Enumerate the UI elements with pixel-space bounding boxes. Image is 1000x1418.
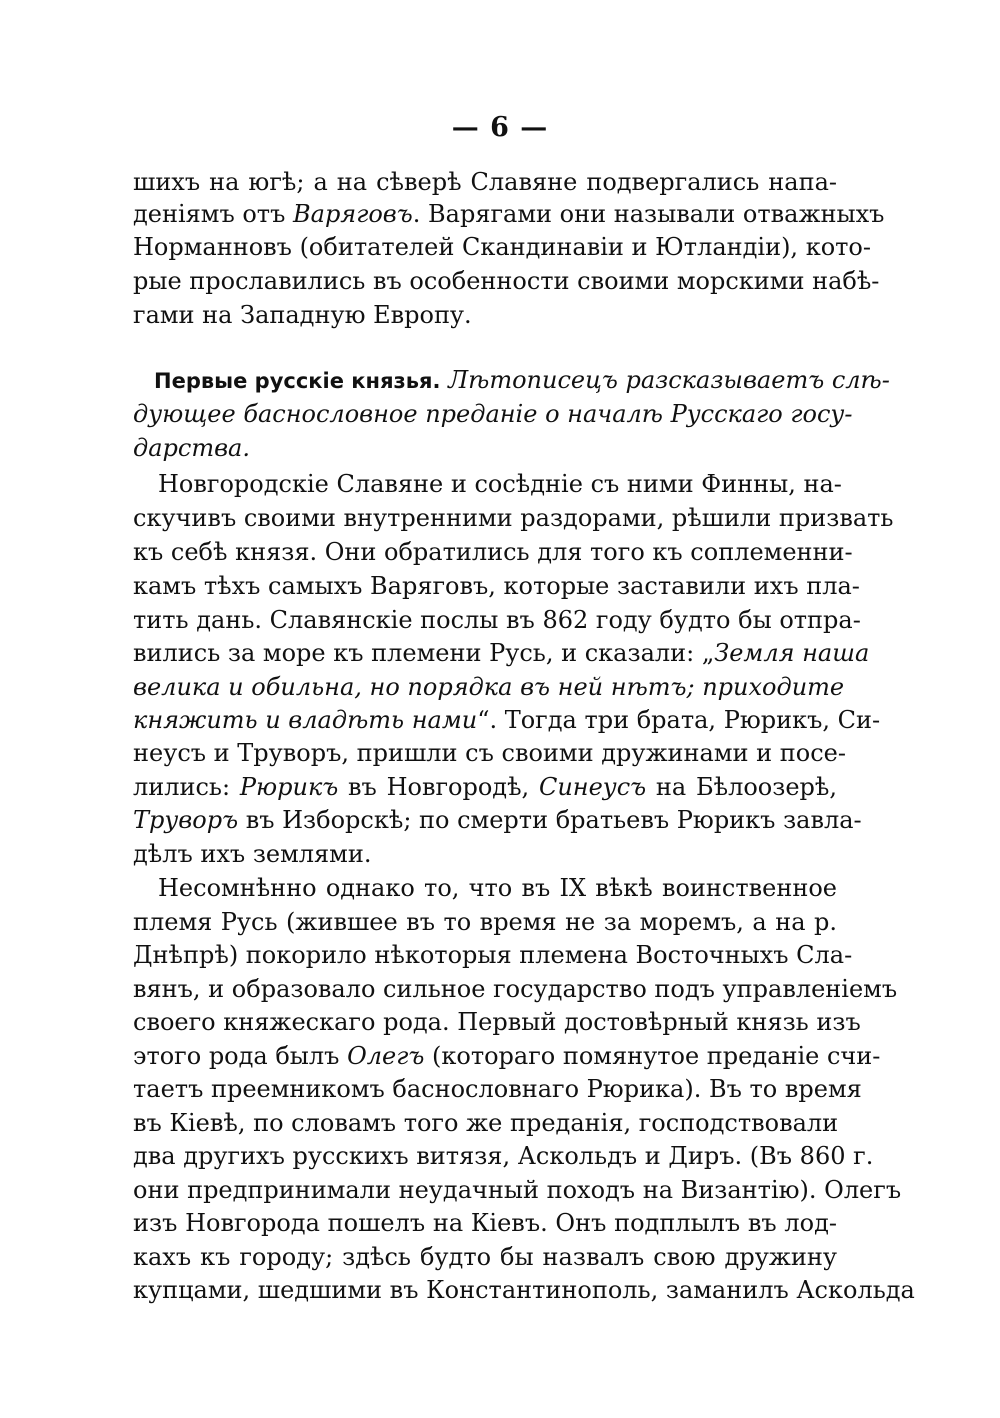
- text-line: лились: Рюрикъ въ Новгородѣ, Синеусъ на Бѣлоозерѣ,: [133, 773, 837, 801]
- text-line: изъ Новгорода пошелъ на Кіевъ. Онъ подплылъ въ лод-: [133, 1209, 837, 1237]
- text-line: скучивъ своими внутренними раздорами, рѣшили призвать: [133, 504, 894, 532]
- text-line: этого рода былъ Олегъ (котораго помянутое преданіе счи-: [133, 1042, 881, 1070]
- text-line: тить дань. Славянскіе послы въ 862 году будто бы отпра-: [133, 606, 861, 634]
- text-line: своего княжескаго рода. Первый достовѣрный князь изъ: [133, 1008, 861, 1036]
- text-line: дующее баснословное преданіе о началѣ Русскаго госу-: [133, 400, 853, 428]
- text-line: таетъ преемникомъ баснословнаго Рюрика). Въ то время: [133, 1075, 862, 1103]
- text-line: два другихъ русскихъ витязя, Аскольдъ и Диръ. (Въ 860 г.: [133, 1142, 874, 1170]
- italic-term: Варяговъ: [293, 200, 413, 228]
- text-line: дарства.: [133, 434, 250, 462]
- text-line: дѣлъ ихъ землями.: [133, 840, 372, 868]
- text-line: вянъ, и образовало сильное государство подъ управленіемъ: [133, 975, 898, 1003]
- section-heading-line: Первые русскіе князья. Лѣтописецъ разсказываетъ слѣ-: [154, 366, 890, 394]
- text-line: рые прославились въ особенности своими морскими набѣ-: [133, 267, 880, 295]
- text-line: Труворъ въ Изборскѣ; по смерти братьевъ Рюрикъ завла-: [133, 806, 862, 834]
- text-line: неусъ и Труворъ, пришли съ своими дружинами и посе-: [133, 739, 846, 767]
- section-heading: Первые русскіе князья.: [154, 369, 441, 393]
- text-line: Новгородскіе Славяне и сосѣдніе съ ними Финны, на-: [158, 470, 842, 498]
- text-line: въ Кіевѣ, по словамъ того же преданія, господствовали: [133, 1109, 839, 1137]
- text-line: княжить и владѣть нами“. Тогда три брата, Рюрикъ, Си-: [133, 706, 881, 734]
- text-line: Норманновъ (обитателей Скандинавіи и Ютландіи), кото-: [133, 233, 871, 261]
- text-line: кахъ къ городу; здѣсь будто бы назвалъ свою дружину: [133, 1243, 837, 1271]
- page-number: — 6 —: [451, 112, 549, 143]
- text-line: они предпринимали неудачный походъ на Византію). Олегъ: [133, 1176, 902, 1204]
- text-line: купцами, шедшими въ Константинополь, заманилъ Аскольда: [133, 1276, 915, 1304]
- text-line: гами на Западную Европу.: [133, 301, 472, 329]
- text-line: племя Русь (жившее въ то время не за моремъ, а на р.: [133, 908, 837, 936]
- text-line: къ себѣ князя. Они обратились для того къ соплеменни-: [133, 538, 853, 566]
- text-line: шихъ на югѣ; а на сѣверѣ Славяне подвергались напа-: [133, 168, 837, 196]
- text-line: велика и обильна, но порядка въ ней нѣтъ; приходите: [133, 673, 845, 701]
- text-line: камъ тѣхъ самыхъ Варяговъ, которые заставили ихъ пла-: [133, 572, 860, 600]
- text-line: деніямъ отъ Варяговъ. Варягами они называли отважныхъ: [133, 200, 885, 228]
- text-line: Днѣпрѣ) покорило нѣкоторыя племена Восточныхъ Сла-: [133, 941, 853, 969]
- text-line: вились за море къ племени Русь, и сказали: „Земля наша: [133, 639, 870, 667]
- text-line: Несомнѣнно однако то, что въ IX вѣкѣ воинственное: [158, 874, 837, 902]
